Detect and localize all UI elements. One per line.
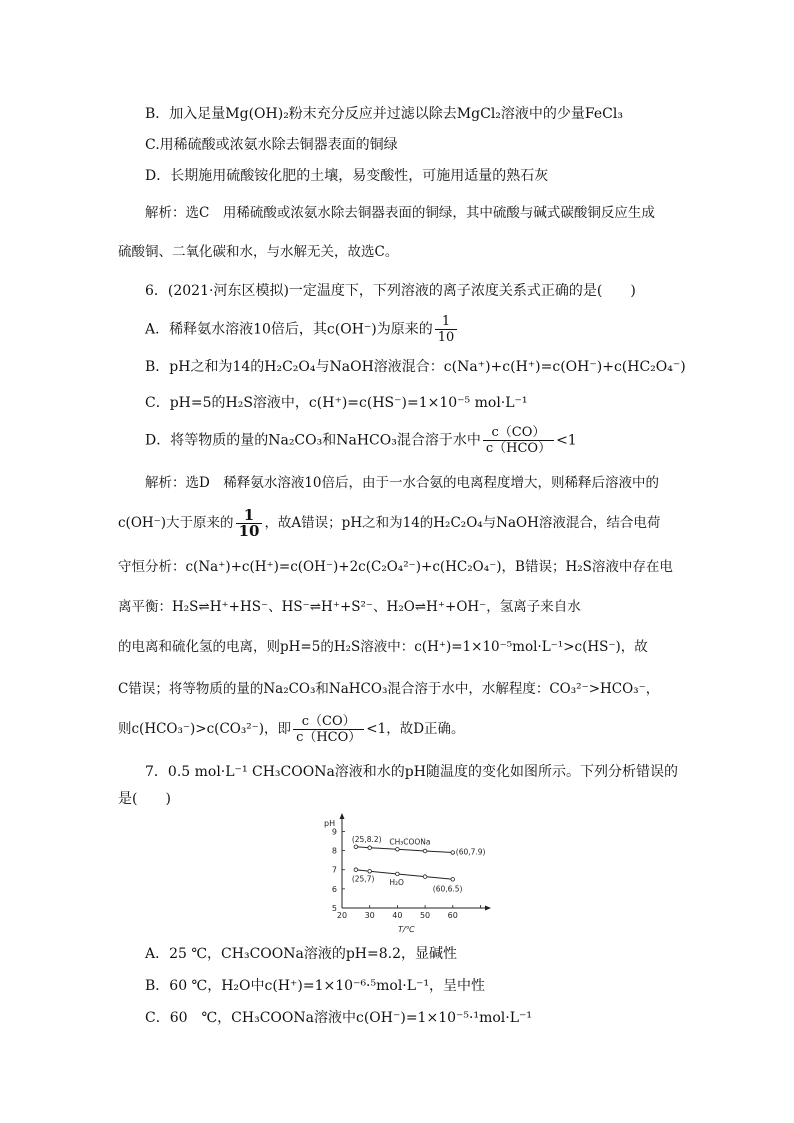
y-tick-label: 8 — [331, 846, 337, 856]
q6-option-d — [145, 425, 577, 456]
q5-option-c: C.用稀硫酸或浓氨水除去铜器表面的铜绿 — [145, 137, 398, 153]
q6-solution-line-7 — [118, 714, 465, 745]
ph-temperature-chart — [318, 812, 498, 936]
q6-option-a — [145, 314, 459, 345]
q5-solution-line-1: 解析：选C 用稀硫酸或浓氨水除去铜器表面的铜绿，其中硫酸与碱式碳酸铜反应生成 — [145, 205, 655, 221]
q7-option-c: C．60 ℃，CH₃COONa溶液中c(OH⁻)=1×10⁻⁵·¹mol·L⁻¹ — [145, 1010, 533, 1026]
q7-option-a: A．25 ℃，CH₃COONa溶液的pH=8.2，显碱性 — [145, 946, 457, 962]
q7-stem-line-2: 是( ) — [118, 791, 171, 807]
q7-option-b: B．60 ℃，H₂O中c(H⁺)=1×10⁻⁶·⁵mol·L⁻¹，呈中性 — [145, 978, 486, 994]
data-point — [451, 878, 455, 882]
point-annotation: (25,8.2) — [351, 834, 382, 844]
data-point — [451, 851, 455, 855]
fraction-denominator: 10 — [437, 330, 455, 345]
data-point — [354, 845, 358, 849]
y-tick-label: 7 — [331, 865, 337, 875]
data-point — [368, 869, 372, 873]
fraction-numerator: 1 — [435, 314, 458, 330]
fraction-denominator: 10 — [238, 522, 260, 540]
q6-solution-text-cont: ，故A错误；pH之和为14的H₂C₂O₄与NaOH溶液混合，结合电荷 — [264, 515, 661, 531]
q6-solution-line-1: 解析：选D 稀释氨水溶液10倍后，由于一水合氨的电离程度增大，则稀释后溶液中的 — [145, 475, 660, 491]
q5-option-b: B．加入足量Mg(OH)₂粉末充分反应并过滤以除去MgCl₂溶液中的少量FeCl₃ — [145, 106, 623, 122]
fraction-denominator: c（HCO） — [296, 730, 362, 745]
point-annotation: (25,7) — [351, 874, 375, 884]
q7-stem-line-1: 7．0.5 mol·L⁻¹ CH₃COONa溶液和水的pH随温度的变化如图所示。下列分析错误的 — [145, 764, 678, 780]
q6-solution-fraction-2 — [293, 714, 364, 745]
y-tick-label: 6 — [331, 884, 337, 894]
q6-solution-line-2 — [118, 508, 660, 539]
q6-option-a-fraction — [435, 314, 458, 345]
q6-solution-text: c(OH⁻)大于原来的 — [118, 515, 234, 531]
x-tick-label: 60 — [447, 911, 458, 920]
data-point — [423, 875, 427, 879]
fraction-numerator: c（CO） — [483, 425, 554, 441]
y-tick-label: 9 — [331, 827, 337, 837]
x-tick-label: 30 — [364, 911, 375, 920]
q6-solution-line-6: C错误；将等物质的量的Na₂CO₃和NaHCO₃混合溶于水中，水解程度：CO₃²⁻>HCO₃⁻， — [118, 681, 660, 697]
series-label: H₂O — [389, 877, 404, 887]
chart-axes — [324, 813, 491, 934]
data-point — [368, 846, 372, 850]
fraction-numerator: 1 — [236, 508, 263, 524]
q6-solution-fraction — [236, 508, 263, 539]
x-tick-label: 20 — [336, 911, 348, 920]
q5-option-d: D．长期施用硫酸铵化肥的土壤，易变酸性，可施用适量的熟石灰 — [145, 168, 549, 184]
q6-stem: 6．(2021·河东区模拟)一定温度下，下列溶液的离子浓度关系式正确的是( ) — [145, 283, 636, 299]
q6-solution-line-3: 守恒分析：c(Na⁺)+c(H⁺)=c(OH⁻)+2c(C₂O₄²⁻)+c(HC₂O₄⁻)，B错误；H₂S溶液中存在电 — [118, 559, 673, 575]
data-point — [354, 868, 358, 872]
q6-option-c: C．pH=5的H₂S溶液中，c(H⁺)=c(HS⁻)=1×10⁻⁵ mol·L⁻¹ — [145, 395, 528, 411]
x-tick-label: 40 — [392, 911, 403, 920]
data-point — [396, 872, 400, 876]
series-label: CH₃COONa — [389, 837, 431, 847]
y-axis-arrow — [340, 813, 345, 819]
fraction-numerator: c（CO） — [293, 714, 364, 730]
q6-solution-text-cont: <1，故D正确。 — [366, 721, 465, 737]
fraction-denominator: c（HCO） — [485, 441, 552, 456]
y-axis-label: pH — [324, 819, 336, 828]
q6-solution-line-5: 的电离和硫化氢的电离，则pH=5的H₂S溶液中：c(H⁺)=1×10⁻⁵mol·L⁻¹>c(HS⁻)，故 — [118, 639, 648, 655]
q6-option-d-text: D．将等物质的量的Na₂CO₃和NaHCO₃混合溶于水中 — [145, 432, 481, 449]
x-axis-arrow — [485, 906, 491, 911]
x-axis-label: T/℃ — [398, 925, 415, 934]
data-point — [396, 847, 400, 851]
q6-option-a-text: A．稀释氨水溶液10倍后，其c(OH⁻)为原来的 — [145, 321, 433, 338]
q6-solution-line-4: 离平衡：H₂S⇌H⁺+HS⁻、HS⁻⇌H⁺+S²⁻、H₂O⇌H⁺+OH⁻，氢离子来自水 — [118, 599, 581, 615]
point-annotation: (60,7.9) — [455, 847, 486, 857]
point-annotation: (60,6.5) — [432, 884, 463, 894]
q6-option-b: B．pH之和为14的H₂C₂O₄与NaOH溶液混合：c(Na⁺)+c(H⁺)=c(OH⁻)+c(HC₂O₄⁻) — [145, 359, 686, 375]
q5-solution-line-2: 硫酸铜、二氧化碳和水，与水解无关，故选C。 — [118, 244, 399, 260]
data-point — [423, 849, 427, 853]
q6-option-d-fraction — [483, 425, 554, 456]
y-tick-label: 5 — [331, 904, 337, 913]
chart-marks — [352, 835, 486, 894]
q6-solution-text: 则c(HCO₃⁻)>c(CO₃²⁻)，即 — [118, 721, 292, 737]
q6-option-d-inequality: <1 — [556, 432, 577, 449]
x-tick-label: 50 — [419, 911, 431, 920]
